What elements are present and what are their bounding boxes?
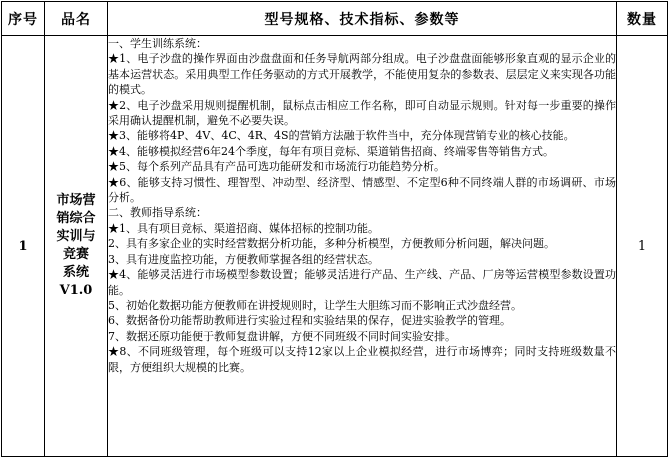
- row-number: 1: [2, 36, 45, 457]
- spec-item: 7、数据还原功能便于教师复盘讲解，方便不同班级不同时间实验安排。: [108, 329, 456, 343]
- spec-item: ★2、电子沙盘采用规则提醒机制，鼠标点击相应工作名称，即可自动显示规则。针对每一步重要的操作采用确认提醒机制，避免不必要失误。: [108, 98, 616, 128]
- section-heading-student: 一、学生训练系统：: [108, 37, 207, 50]
- spec-description: [108, 36, 617, 457]
- product-name-line: 市场营: [56, 193, 96, 208]
- spec-item: ★5、每个系列产品具有产品可选功能研发和市场流行功能趋势分析。: [108, 160, 445, 174]
- spec-item: ★4、能够模拟经营6年24个季度，每年有项目竞标、渠道销售招商、终端零售等销售方式。: [108, 144, 554, 158]
- section-heading-teacher: 二、教师指导系统：: [108, 206, 207, 220]
- spec-table: [1, 1, 668, 457]
- spec-item: 5、初始化数据功能方便教师在讲授规则时，让学生大胆练习而不影响正式沙盘经营。: [108, 298, 522, 312]
- product-name-line: 销综合: [56, 211, 96, 226]
- spec-item: ★1、电子沙盘的操作界面由沙盘盘面和任务导航两部分组成。电子沙盘盘面能够形象直观的显示企业的基本运营状态。采用典型工作任务驱动的方式开展教学，不能使用复杂的参数表、层层定义来实现各功能的模式。: [108, 52, 616, 97]
- spec-item: 6、数据备份功能帮助教师进行实验过程和实验结果的保存，促进实验教学的管理。: [108, 314, 511, 328]
- product-name-line: 竞赛: [62, 247, 89, 262]
- header-qty: 数量: [617, 2, 668, 36]
- quantity: 1: [617, 36, 668, 457]
- product-name-line: 实训与: [56, 229, 96, 244]
- spec-item: ★8、不同班级管理，每个班级可以支持12家以上企业模拟经营，进行市场博弈；同时支持班级数量不限，方便组织大规模的比赛。: [108, 345, 616, 374]
- header-row: [2, 2, 668, 36]
- header-spec: 型号规格、技术指标、参数等: [108, 2, 617, 36]
- header-name: 品名: [45, 2, 108, 36]
- product-version: V1.0: [59, 283, 93, 298]
- product-name: [45, 36, 108, 457]
- header-no: 序号: [2, 2, 45, 36]
- spec-item: 2、具有多家企业的实时经营数据分析功能，多种分析模型，方便教师分析问题，解决问题。: [108, 237, 555, 251]
- product-name-line: 系统: [62, 265, 89, 280]
- spec-item: ★6、能够支持习惯性、理智型、冲动型、经济型、情感型、不定型6种不同终端人群的市场调研、市场分析。: [108, 175, 616, 205]
- spec-item: ★4、能够灵活进行市场模型参数设置；能够灵活进行产品、生产线、产品、厂房等运营模型参数设置功能。: [108, 268, 616, 297]
- table-row: [2, 36, 668, 457]
- spec-item: ★3、能够将4P、4V、4C、4R、4S的营销方法融于软件当中，充分体现营销专业的核心技能。: [108, 129, 575, 143]
- spec-item: 3、具有进度监控功能，方便教师掌握各组的经营状态。: [108, 252, 379, 266]
- spec-item: ★1、具有项目竞标、渠道招商、媒体招标的控制功能。: [108, 221, 379, 235]
